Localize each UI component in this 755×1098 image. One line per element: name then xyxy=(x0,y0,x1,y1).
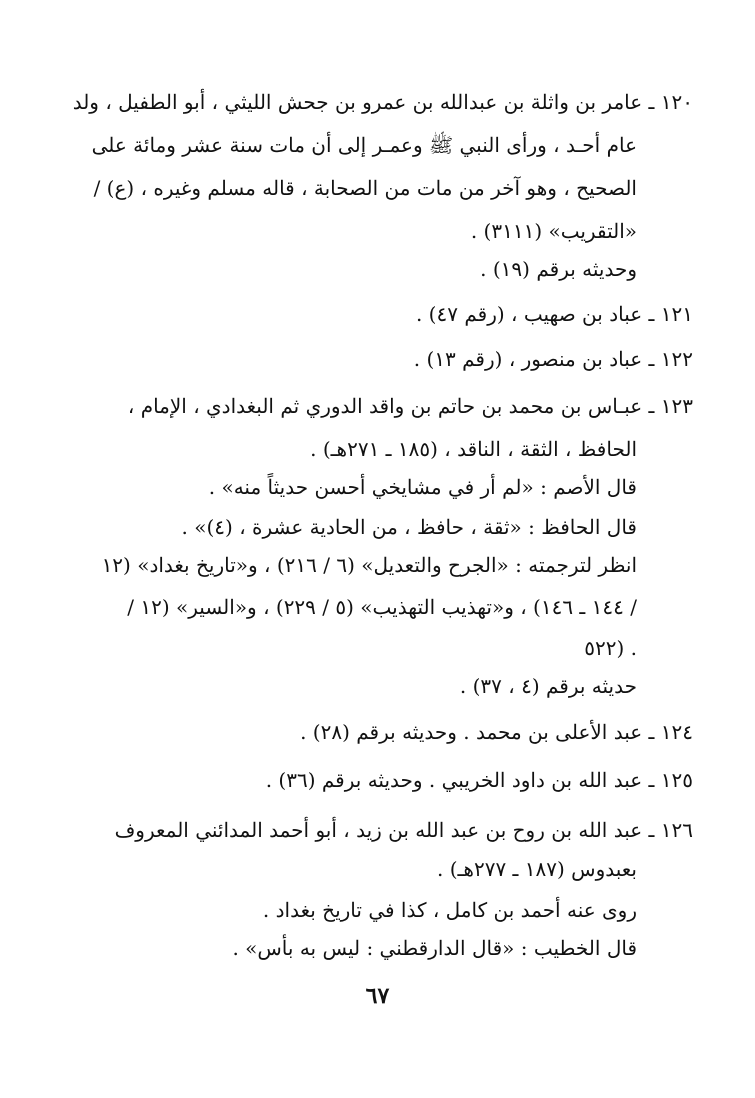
entry-126-line-3: روى عنه أحمد بن كامل ، كذا في تاريخ بغداد . xyxy=(262,898,637,922)
entry-120-line-2: عام أحـد ، ورأى النبي ﷺ وعمـر إلى أن مات سنة عشر ومائة على xyxy=(91,133,637,157)
entry-124: ١٢٤ ـ عبد الأعلى بن محمد . وحديثه برقم (٢٨) . xyxy=(300,720,693,744)
entry-126-line-1: ١٢٦ ـ عبد الله بن روح بن عبد الله بن زيد ، أبو أحمد المدائني المعروف xyxy=(114,818,693,842)
page-number: ٦٧ xyxy=(365,983,390,1009)
entry-120-line-3: الصحيح ، وهو آخر من مات من الصحابة ، قاله مسلم وغيره ، (ع) / xyxy=(93,176,637,200)
entry-126-line-2: بعبدوس (١٨٧ ـ ٢٧٧هـ) . xyxy=(437,857,637,881)
entry-125: ١٢٥ ـ عبد الله بن داود الخريبي . وحديثه برقم (٣٦) . xyxy=(265,768,693,792)
entry-120-line-4: «التقريب» (٣١١١) . xyxy=(470,219,637,243)
entry-123-line-7: ٥٢٢) . xyxy=(584,636,637,660)
entry-121: ١٢١ ـ عباد بن صهيب ، (رقم ٤٧) . xyxy=(415,302,693,326)
entry-123-line-8: حديثه برقم (٤ ، ٣٧) . xyxy=(459,674,637,698)
entry-123-line-2: الحافظ ، الثقة ، الناقد ، (١٨٥ ـ ٢٧١هـ) . xyxy=(310,437,637,461)
entry-122: ١٢٢ ـ عباد بن منصور ، (رقم ١٣) . xyxy=(413,347,693,371)
entry-123-line-4: قال الحافظ : «ثقة ، حافظ ، من الحادية عشرة ، (٤)» . xyxy=(181,515,637,539)
entry-123-line-6: / ١٤٤ ـ ١٤٦) ، و«تهذيب التهذيب» (٥ / ٢٢٩) ، و«السير» (١٢ / xyxy=(127,595,637,619)
entry-123-line-5: انظر لترجمته : «الجرح والتعديل» (٦ / ٢١٦) ، و«تاريخ بغداد» (١٢ xyxy=(101,553,637,577)
entry-120-line-1: ١٢٠ ـ عامر بن واثلة بن عبدالله بن عمرو بن جحش الليثي ، أبو الطفيل ، ولد xyxy=(72,90,693,114)
entry-123-line-3: قال الأصم : «لم أر في مشايخي أحسن حديثاً منه» . xyxy=(208,475,637,499)
entry-120-line-5: وحديثه برقم (١٩) . xyxy=(480,257,637,281)
entry-126-line-4: قال الخطيب : «قال الدارقطني : ليس به بأس» . xyxy=(232,936,637,960)
entry-123-line-1: ١٢٣ ـ عبـاس بن محمد بن حاتم بن واقد الدوري ثم البغدادي ، الإمام ، xyxy=(127,394,693,418)
